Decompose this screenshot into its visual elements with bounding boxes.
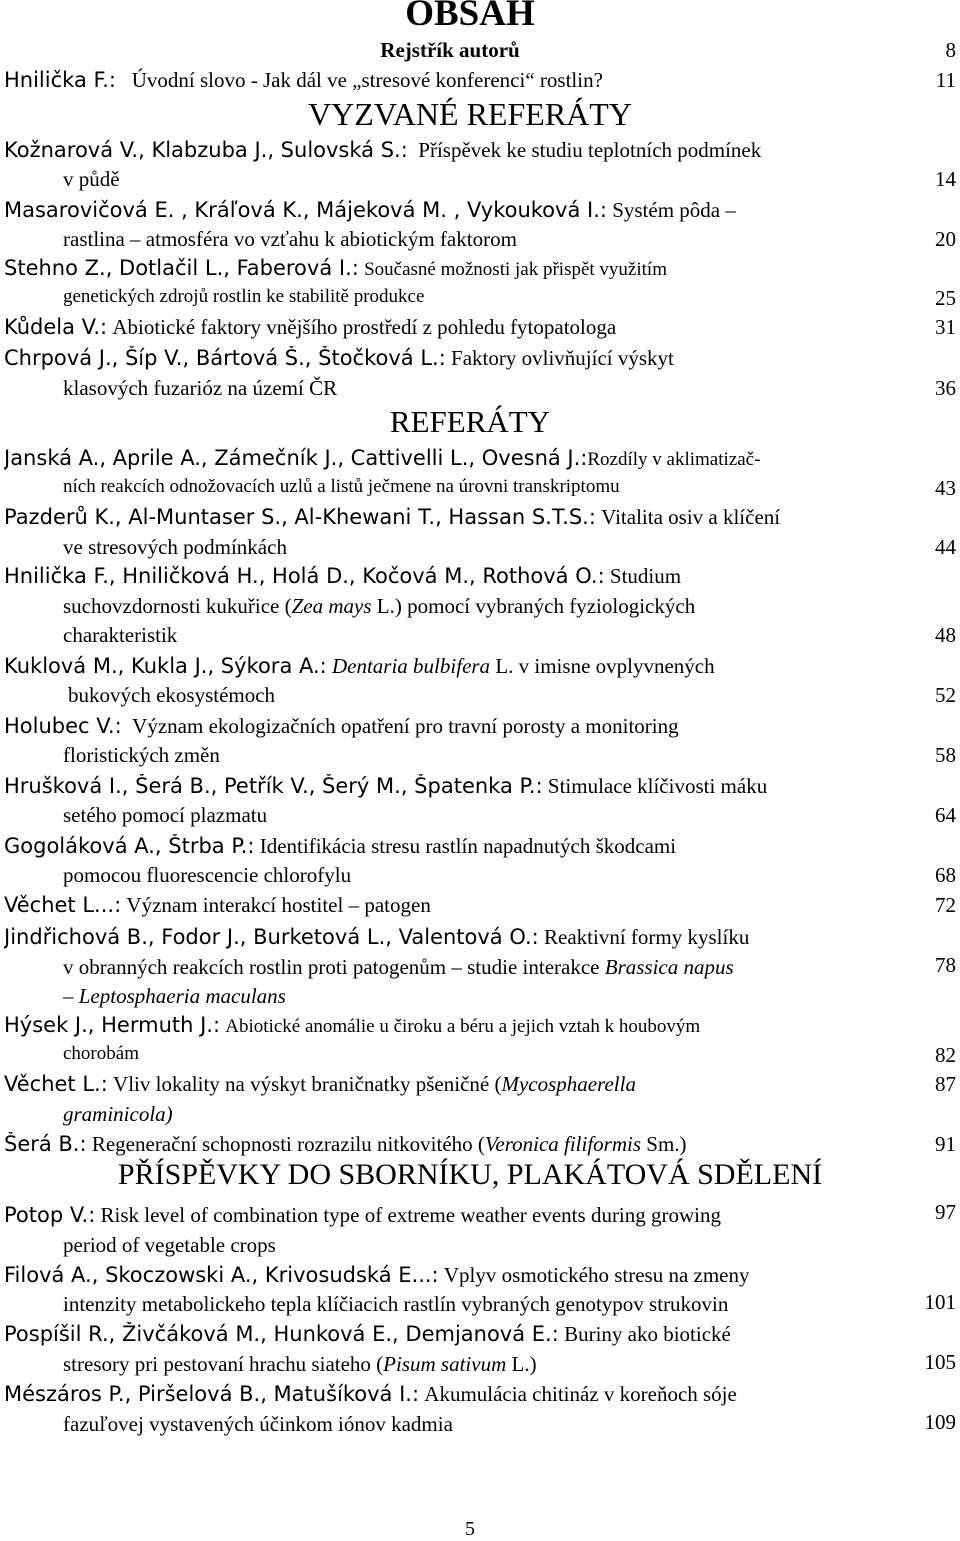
- entry-title: Úvodní slovo - Jak dál ve „stresové konferenci“ rostlin?: [131, 68, 603, 92]
- entry-authors: Holubec V.: [4, 714, 115, 738]
- entry-page-number: 14: [935, 167, 956, 191]
- species-name: Brassica napus: [604, 955, 734, 979]
- entry-title-cont: graminicola): [63, 1102, 173, 1126]
- entry-page-number: 11: [935, 68, 956, 92]
- toc-entry[interactable]: Kuklová M., Kukla J., Sýkora A.: Dentaria bulbifera L. v imisne ovplyvnených: [4, 654, 715, 678]
- entry-title-cont: v půdě: [63, 167, 120, 191]
- entry-title-cont: setého pomocí plazmatu: [63, 803, 268, 827]
- entry-authors: Masarovičová E. , Kráľová K., Májeková M. , Vykouková I.: [4, 198, 600, 222]
- entry-page-number: 43: [935, 476, 956, 500]
- entry-title-cont: genetických zdrojů rostlin ke stabilitě produkce: [63, 286, 425, 307]
- entry-page-number: 97: [935, 1200, 956, 1224]
- toc-entry-intro[interactable]: Hnilička F.: Úvodní slovo - Jak dál ve „stresové konferenci“ rostlin?: [4, 68, 603, 92]
- entry-title-cont: bukových ekosystémoch: [68, 683, 276, 707]
- entry-title: L. v imisne ovplyvnených: [490, 654, 715, 678]
- entry-page-number: 68: [935, 863, 956, 887]
- entry-title-cont: floristických změn: [63, 743, 220, 767]
- toc-entry[interactable]: Stehno Z., Dotlačil L., Faberová I.: Současné možnosti jak přispět využitím: [4, 256, 667, 280]
- entry-title-cont: ve stresových podmínkách: [63, 535, 287, 559]
- entry-page-number: 25: [935, 286, 956, 310]
- entry-title: Význam interakcí hostitel – patogen: [126, 893, 431, 917]
- toc-entry[interactable]: Hrušková I., Šerá B., Petřík V., Šerý M., Špatenka P.: Stimulace klíčivosti máku: [4, 774, 768, 798]
- toc-entry[interactable]: Filová A., Skoczowski A., Krivosudská E...: Vplyv osmotického stresu na zmeny: [4, 1263, 750, 1287]
- species-name: Veronica filiformis: [484, 1132, 642, 1156]
- entry-title: Faktory ovlivňující výskyt: [451, 346, 674, 370]
- entry-title: Vplyv osmotického stresu na zmeny: [443, 1263, 750, 1287]
- entry-page-number: 36: [935, 376, 956, 400]
- entry-title: Buriny ako biotické: [564, 1322, 731, 1346]
- entry-authors: Jindřichová B., Fodor J., Burketová L., Valentová O.: [4, 925, 532, 949]
- entry-authors: Hnilička F., Hniličková H., Holá D., Kočová M., Rothová O.: [4, 564, 598, 588]
- section-heading-papers: REFERÁTY: [389, 404, 551, 439]
- section-heading-invited: VYZVANÉ REFERÁTY: [308, 96, 632, 132]
- entry-authors: Kožnarová V., Klabzuba J., Sulovská S.: [4, 138, 401, 162]
- toc-entry[interactable]: Potop V.: Risk level of combination type of extreme weather events during growing: [4, 1203, 722, 1227]
- entry-authors: Věchet L.: [4, 1072, 101, 1096]
- entry-authors: Stehno Z., Dotlačil L., Faberová I.: [4, 256, 352, 280]
- entry-authors: Mészáros P., Piršelová B., Matušíková I.: [4, 1382, 412, 1406]
- entry-page-number: 48: [935, 623, 956, 647]
- toc-entry[interactable]: Jindřichová B., Fodor J., Burketová L., Valentová O.: Reaktivní formy kyslíku: [4, 925, 750, 949]
- toc-entry[interactable]: Šerá B.: Regenerační schopnosti rozrazilu nitkovitého (Veronica filiformis Sm.): [4, 1132, 687, 1156]
- entry-authors: Hrušková I., Šerá B., Petřík V., Šerý M., Špatenka P.: [4, 774, 536, 798]
- entry-title: Studium: [609, 564, 682, 588]
- entry-authors: Pazderů K., Al-Muntaser S., Al-Khewani T., Hassan S.T.S.: [4, 505, 589, 529]
- section-heading-posters: PŘÍSPĚVKY DO SBORNÍKU, PLAKÁTOVÁ SDĚLENÍ: [117, 1158, 823, 1191]
- toc-entry[interactable]: Gogoláková A., Štrba P.: Identifikácia stresu rastlín napadnutých škodcami: [4, 834, 677, 858]
- toc-entry[interactable]: Pazderů K., Al-Muntaser S., Al-Khewani T., Hassan S.T.S.: Vitalita osiv a klíčení: [4, 505, 781, 529]
- toc-entry[interactable]: Janská A., Aprile A., Zámečník J., Cattivelli L., Ovesná J.:Rozdíly v aklimatizač-: [4, 446, 761, 470]
- entry-page-number: 64: [935, 803, 956, 827]
- species-name: Mycosphaerella: [501, 1072, 636, 1096]
- entry-title-cont: – Leptosphaeria maculans: [63, 984, 286, 1008]
- entry-title-cont: pomocou fluorescencie chlorofylu: [63, 863, 352, 887]
- toc-entry[interactable]: Kožnarová V., Klabzuba J., Sulovská S.: Příspěvek ke studiu teplotních podmínek: [4, 138, 762, 162]
- entry-page-number: 31: [935, 315, 956, 339]
- species-name: Dentaria bulbifera: [331, 654, 491, 678]
- entry-title: Vitalita osiv a klíčení: [601, 505, 781, 529]
- entry-authors: Chrpová J., Šíp V., Bártová Š., Štočková L.: [4, 346, 439, 370]
- entry-title-cont: ních reakcích odnožovacích uzlů a listů ječmene na úrovni transkriptomu: [63, 476, 620, 497]
- toc-entry[interactable]: Věchet L...: Význam interakcí hostitel – patogen: [4, 893, 431, 917]
- entry-title-cont: intenzity metabolickeho tepla klíčiacich rastlín vybraných genotypov strukovin: [63, 1292, 729, 1316]
- entry-title-cont: stresory pri pestovaní hrachu siateho (Pisum sativum L.): [63, 1352, 537, 1376]
- entry-authors: Kuklová M., Kukla J., Sýkora A.: [4, 654, 320, 678]
- species-name: Pisum sativum: [383, 1352, 507, 1376]
- toc-entry[interactable]: Mészáros P., Piršelová B., Matušíková I.: Akumulácia chitináz v koreňoch sóje: [4, 1382, 737, 1406]
- species-name: Zea mays: [291, 594, 372, 618]
- toc-entry[interactable]: Pospíšil R., Živčáková M., Hunková E., Demjanová E.: Buriny ako biotické: [4, 1322, 731, 1346]
- entry-title: Akumulácia chitináz v koreňoch sóje: [424, 1382, 737, 1406]
- entry-title: Vliv lokality na výskyt braničnatky pšeničné (: [113, 1072, 502, 1096]
- author-index-label: Rejstřík autorů: [380, 38, 520, 62]
- entry-page-number: 52: [935, 683, 956, 707]
- entry-page-number: 82: [935, 1043, 956, 1067]
- entry-title: Význam ekologizačních opatření pro travní porosty a monitoring: [132, 714, 679, 738]
- entry-authors: Hnilička F.: [4, 68, 109, 92]
- entry-page-number: 109: [924, 1410, 956, 1434]
- entry-authors: Kůdela V.: [4, 315, 100, 339]
- entry-title-cont: fazuľovej vystavených účinkom iónov kadmia: [63, 1412, 453, 1436]
- entry-authors: Potop V.: [4, 1203, 89, 1227]
- entry-title-cont: v obranných reakcích rostlin proti patogenům – studie interakce Brassica napus: [63, 955, 734, 979]
- toc-entry[interactable]: Hýsek J., Hermuth J.: Abiotické anomálie u čiroku a béru a jejich vztah k houbovým: [4, 1013, 701, 1037]
- entry-authors: Šerá B.: [4, 1132, 80, 1156]
- entry-title: Abiotické faktory vnějšího prostředí z pohledu fytopatologa: [112, 315, 617, 339]
- entry-page-number: 91: [935, 1132, 956, 1156]
- entry-title-cont: suchovzdornosti kukuřice (Zea mays L.) pomocí vybraných fyziologických: [63, 594, 696, 618]
- entry-title-cont: chorobám: [63, 1043, 139, 1064]
- entry-authors: Janská A., Aprile A., Zámečník J., Cattivelli L., Ovesná J.: [4, 446, 581, 470]
- entry-page-number: 87: [935, 1072, 956, 1096]
- entry-page-number: 72: [935, 893, 956, 917]
- entry-authors: Gogoláková A., Štrba P.: [4, 834, 248, 858]
- entry-title-cont: rastlina – atmosféra vo vzťahu k abiotickým faktorom: [63, 227, 517, 251]
- toc-entry[interactable]: Kůdela V.: Abiotické faktory vnějšího prostředí z pohledu fytopatologa: [4, 315, 617, 339]
- entry-page-number: 58: [935, 743, 956, 767]
- entry-title: Systém pôda –: [612, 198, 736, 222]
- entry-authors: Pospíšil R., Živčáková M., Hunková E., Demjanová E.: [4, 1322, 552, 1346]
- entry-title: Příspěvek ke studiu teplotních podmínek: [418, 138, 762, 162]
- entry-title-cont: period of vegetable crops: [63, 1233, 276, 1257]
- entry-page-number: 20: [935, 227, 956, 251]
- entry-title: Abiotické anomálie u čiroku a béru a jejich vztah k houbovým: [225, 1016, 701, 1037]
- entry-title-cont: charakteristik: [63, 623, 178, 647]
- entry-title: Rozdíly v aklimatizač-: [587, 449, 761, 470]
- entry-title-cont: klasových fuzarióz na území ČR: [63, 376, 338, 400]
- entry-page-number: 105: [924, 1350, 956, 1374]
- toc-entry[interactable]: Hnilička F., Hniličková H., Holá D., Kočová M., Rothová O.: Studium: [4, 564, 682, 588]
- entry-title: Identifikácia stresu rastlín napadnutých škodcami: [259, 834, 677, 858]
- page-heading: OBSAH: [405, 0, 535, 34]
- toc-entry[interactable]: Masarovičová E. , Kráľová K., Májeková M. , Vykouková I.: Systém pôda –: [4, 198, 736, 222]
- entry-authors: Filová A., Skoczowski A., Krivosudská E.: [4, 1263, 419, 1287]
- entry-title: Risk level of combination type of extreme weather events during growing: [100, 1203, 722, 1227]
- entry-title: Současné možnosti jak přispět využitím: [364, 259, 667, 280]
- entry-title: Reaktivní formy kyslíku: [544, 925, 750, 949]
- entry-page-number: 78: [935, 953, 956, 977]
- toc-entry[interactable]: Holubec V.: Význam ekologizačních opatření pro travní porosty a monitoring: [4, 714, 679, 738]
- toc-entry[interactable]: Věchet L.: Vliv lokality na výskyt braničnatky pšeničné (Mycosphaerella: [4, 1072, 636, 1096]
- author-index-page: 8: [945, 38, 956, 62]
- entry-authors: Hýsek J., Hermuth J.: [4, 1013, 213, 1037]
- toc-entry[interactable]: Chrpová J., Šíp V., Bártová Š., Štočková L.: Faktory ovlivňující výskyt: [4, 346, 674, 370]
- entry-page-number: 44: [935, 535, 956, 559]
- entry-authors: Věchet L.: [4, 893, 101, 917]
- entry-title: Regenerační schopnosti rozrazilu nitkovitého (: [91, 1132, 485, 1156]
- entry-page-number: 101: [924, 1290, 956, 1314]
- entry-title: Stimulace klíčivosti máku: [547, 774, 768, 798]
- page-footer-number: 5: [465, 1518, 475, 1540]
